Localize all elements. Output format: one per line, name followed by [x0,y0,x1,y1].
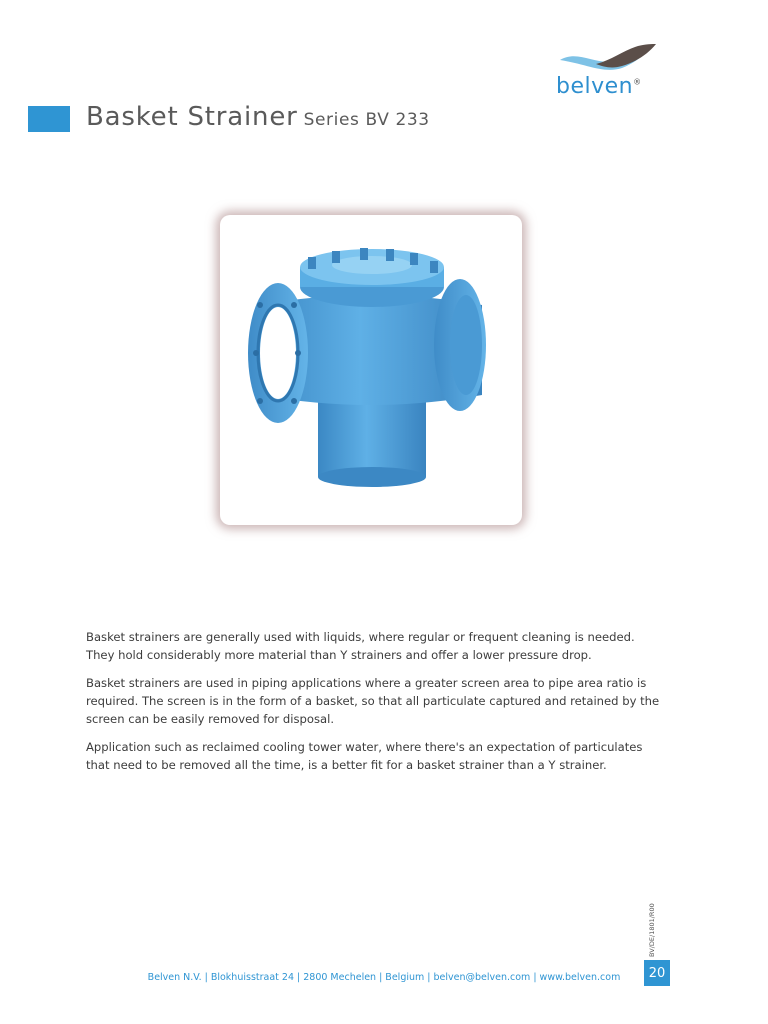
product-photo [220,215,522,525]
belven-logo [552,40,664,102]
page-title [86,102,430,132]
paragraph: Basket strainers are used in piping applications where a greater screen area to pipe area ratio is required. The screen is in the form of a basket, so that all particulate captured and retained by the screen can be easily removed for disposal. [86,676,660,726]
paragraph: Basket strainers are generally used with liquids, where regular or frequent cleaning is needed. They hold considerably more material than Y strainers and offer a lower pressure drop. [86,630,635,662]
title-series: Series BV 233 [303,110,430,130]
title-accent-bar [28,106,70,132]
paragraph: Application such as reclaimed cooling tower water, where there's an expectation of particulates that need to be removed all the time, is a better fit for a basket strainer than a Y strainer. [86,740,643,772]
logo-wordmark: belven® [556,74,642,99]
footer-contact: Belven N.V. | Blokhuisstraat 24 | 2800 Mechelen | Belgium | belven@belven.com | www.belven.com [147,972,621,983]
title-main: Basket Strainer [86,102,298,132]
page-number: 20 [644,960,670,986]
document-code: BV/DE/1801/R00 [648,903,656,957]
basket-strainer-image [220,215,522,525]
description-text [86,628,666,784]
